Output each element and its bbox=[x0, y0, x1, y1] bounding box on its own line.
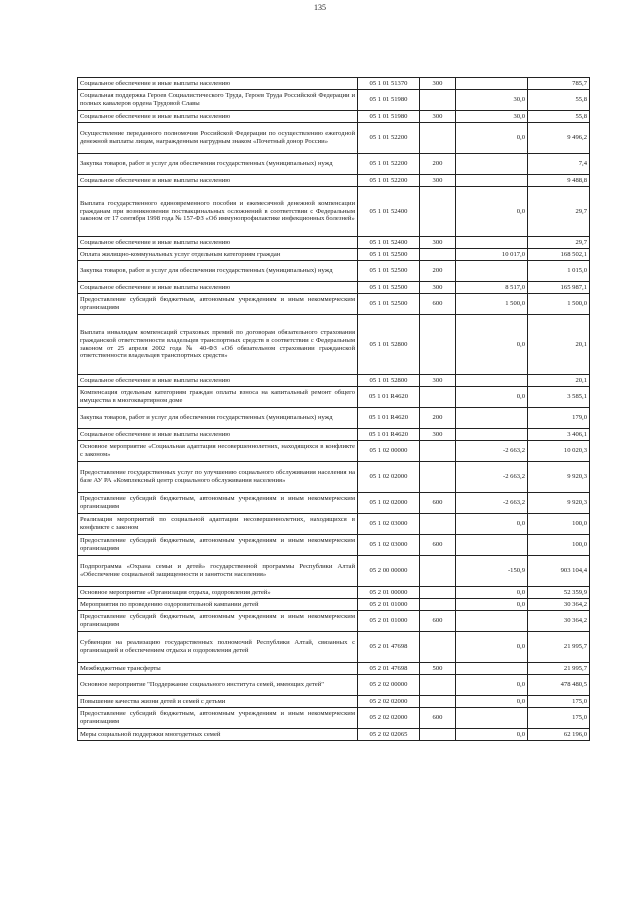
total-amount-cell: 168 502,1 bbox=[528, 249, 590, 261]
item-name-cell: Предоставление субсидий бюджетным, автономным учреждениям и иным некоммерческим организациям bbox=[78, 708, 358, 729]
total-amount-cell: 29,7 bbox=[528, 237, 590, 249]
target-code-cell: 05 1 01 52500 bbox=[358, 294, 420, 315]
expense-type-cell bbox=[420, 696, 456, 708]
expense-type-cell: 200 bbox=[420, 408, 456, 429]
change-amount-cell bbox=[456, 535, 528, 556]
expense-type-cell bbox=[420, 387, 456, 408]
table-row bbox=[78, 187, 590, 237]
table-row bbox=[78, 387, 590, 408]
table-row bbox=[78, 708, 590, 729]
table-row bbox=[78, 535, 590, 556]
total-amount-cell: 21 995,7 bbox=[528, 632, 590, 663]
item-name-cell: Межбюджетные трансферты bbox=[78, 663, 358, 675]
target-code-cell: 05 2 02 02065 bbox=[358, 729, 420, 741]
total-amount-cell: 9 920,3 bbox=[528, 493, 590, 514]
table-row bbox=[78, 111, 590, 123]
change-amount-cell: 0,0 bbox=[456, 696, 528, 708]
item-name-cell: Социальное обеспечение и иные выплаты населению bbox=[78, 111, 358, 123]
item-name-cell: Социальное обеспечение и иные выплаты населению bbox=[78, 237, 358, 249]
item-name-cell: Социальное обеспечение и иные выплаты населению bbox=[78, 175, 358, 187]
total-amount-cell: 100,0 bbox=[528, 514, 590, 535]
total-amount-cell: 30 364,2 bbox=[528, 599, 590, 611]
change-amount-cell bbox=[456, 708, 528, 729]
target-code-cell: 05 1 01 52400 bbox=[358, 187, 420, 237]
table-row bbox=[78, 90, 590, 111]
expense-type-cell: 300 bbox=[420, 282, 456, 294]
target-code-cell: 05 2 01 47698 bbox=[358, 632, 420, 663]
expense-type-cell: 300 bbox=[420, 111, 456, 123]
total-amount-cell: 52 359,9 bbox=[528, 587, 590, 599]
item-name-cell: Социальное обеспечение и иные выплаты населению bbox=[78, 282, 358, 294]
target-code-cell: 05 1 01 52200 bbox=[358, 123, 420, 154]
expense-type-cell bbox=[420, 187, 456, 237]
target-code-cell: 05 2 02 02000 bbox=[358, 696, 420, 708]
change-amount-cell: 0,0 bbox=[456, 123, 528, 154]
change-amount-cell: 0,0 bbox=[456, 599, 528, 611]
expense-type-cell bbox=[420, 249, 456, 261]
item-name-cell: Компенсация отдельным категориям граждан оплаты взноса на капитальный ремонт общего имущества в многоквартирном доме bbox=[78, 387, 358, 408]
table-row bbox=[78, 611, 590, 632]
item-name-cell: Мероприятия по проведению оздоровительной кампании детей bbox=[78, 599, 358, 611]
item-name-cell: Выплата государственного единовременного пособия и ежемесячной денежной компенсации гражданам при возникновении поствакцинальных осложнений в соответствии с Федеральным законом от 17 сентября 1998 года № 157-ФЗ «Об иммунопрофилактике инфекционных болезней» bbox=[78, 187, 358, 237]
target-code-cell: 05 1 01 51980 bbox=[358, 90, 420, 111]
change-amount-cell bbox=[456, 663, 528, 675]
change-amount-cell: 0,0 bbox=[456, 632, 528, 663]
target-code-cell: 05 1 01 52800 bbox=[358, 375, 420, 387]
target-code-cell: 05 2 00 00000 bbox=[358, 556, 420, 587]
item-name-cell: Основное мероприятие «Социальная адаптация несовершеннолетних, находящихся в конфликте с законом» bbox=[78, 441, 358, 462]
target-code-cell: 05 1 02 00000 bbox=[358, 441, 420, 462]
total-amount-cell: 3 406,1 bbox=[528, 429, 590, 441]
expense-type-cell bbox=[420, 514, 456, 535]
item-name-cell: Реализация мероприятий по социальной адаптации несовершеннолетних, находящихся в конфликте с законом bbox=[78, 514, 358, 535]
budget-table bbox=[77, 77, 590, 741]
expense-type-cell: 300 bbox=[420, 175, 456, 187]
item-name-cell: Основное мероприятие «Организация отдыха, оздоровления детей» bbox=[78, 587, 358, 599]
total-amount-cell: 100,0 bbox=[528, 535, 590, 556]
expense-type-cell bbox=[420, 90, 456, 111]
total-amount-cell: 179,0 bbox=[528, 408, 590, 429]
total-amount-cell: 29,7 bbox=[528, 187, 590, 237]
item-name-cell: Закупка товаров, работ и услуг для обеспечения государственных (муниципальных) нужд bbox=[78, 261, 358, 282]
item-name-cell: Субвенции на реализацию государственных полномочий Республики Алтай, связанных с организацией и обеспечением отдыха и оздоровления детей bbox=[78, 632, 358, 663]
table-row bbox=[78, 175, 590, 187]
change-amount-cell: -150,9 bbox=[456, 556, 528, 587]
expense-type-cell bbox=[420, 123, 456, 154]
change-amount-cell bbox=[456, 261, 528, 282]
expense-type-cell bbox=[420, 587, 456, 599]
expense-type-cell bbox=[420, 729, 456, 741]
change-amount-cell bbox=[456, 154, 528, 175]
table-row bbox=[78, 408, 590, 429]
target-code-cell: 05 1 01 52800 bbox=[358, 315, 420, 375]
item-name-cell: Оплата жилищно-коммунальных услуг отдельным категориям граждан bbox=[78, 249, 358, 261]
item-name-cell: Предоставление субсидий бюджетным, автономным учреждениям и иным некоммерческим организациям bbox=[78, 294, 358, 315]
target-code-cell: 05 1 01 52400 bbox=[358, 237, 420, 249]
target-code-cell: 05 1 01 R4620 bbox=[358, 387, 420, 408]
expense-type-cell: 600 bbox=[420, 611, 456, 632]
change-amount-cell bbox=[456, 175, 528, 187]
target-code-cell: 05 1 01 52500 bbox=[358, 249, 420, 261]
page-number: 135 bbox=[314, 3, 326, 12]
target-code-cell: 05 2 01 01000 bbox=[358, 611, 420, 632]
table-row bbox=[78, 556, 590, 587]
expense-type-cell: 500 bbox=[420, 663, 456, 675]
target-code-cell: 05 1 01 52500 bbox=[358, 282, 420, 294]
target-code-cell: 05 1 01 52200 bbox=[358, 154, 420, 175]
item-name-cell: Повышение качества жизни детей и семей с детьми bbox=[78, 696, 358, 708]
change-amount-cell: 10 017,0 bbox=[456, 249, 528, 261]
expense-type-cell bbox=[420, 632, 456, 663]
item-name-cell: Социальная поддержка Героев Социалистического Труда, Героев Труда Российской Федерации и полных кавалеров ордена Трудовой Славы bbox=[78, 90, 358, 111]
item-name-cell: Подпрограмма «Охрана семьи и детей» государственной программы Республики Алтай «Обеспечение социальной защищенности и занятости населения» bbox=[78, 556, 358, 587]
change-amount-cell: 0,0 bbox=[456, 587, 528, 599]
target-code-cell: 05 1 01 52500 bbox=[358, 261, 420, 282]
item-name-cell: Предоставление субсидий бюджетным, автономным учреждениям и иным некоммерческим организациям bbox=[78, 535, 358, 556]
total-amount-cell: 9 488,8 bbox=[528, 175, 590, 187]
item-name-cell: Закупка товаров, работ и услуг для обеспечения государственных (муниципальных) нужд bbox=[78, 154, 358, 175]
target-code-cell: 05 1 02 02000 bbox=[358, 462, 420, 493]
change-amount-cell: 0,0 bbox=[456, 675, 528, 696]
total-amount-cell: 55,8 bbox=[528, 111, 590, 123]
table-row bbox=[78, 294, 590, 315]
expense-type-cell bbox=[420, 675, 456, 696]
target-code-cell: 05 2 01 00000 bbox=[358, 587, 420, 599]
change-amount-cell: -2 663,2 bbox=[456, 493, 528, 514]
table-row bbox=[78, 696, 590, 708]
table-row bbox=[78, 375, 590, 387]
total-amount-cell: 9 496,2 bbox=[528, 123, 590, 154]
change-amount-cell bbox=[456, 408, 528, 429]
expense-type-cell bbox=[420, 556, 456, 587]
table-row bbox=[78, 729, 590, 741]
change-amount-cell bbox=[456, 429, 528, 441]
target-code-cell: 05 1 02 03000 bbox=[358, 514, 420, 535]
change-amount-cell: 0,0 bbox=[456, 514, 528, 535]
table-row bbox=[78, 493, 590, 514]
expense-type-cell: 600 bbox=[420, 708, 456, 729]
change-amount-cell: 0,0 bbox=[456, 187, 528, 237]
item-name-cell: Осуществление переданного полномочия Российской Федерации по осуществлению ежегодной денежной выплаты лицам, награжденным нагрудным знаком «Почетный донор России» bbox=[78, 123, 358, 154]
expense-type-cell: 300 bbox=[420, 237, 456, 249]
total-amount-cell: 30 364,2 bbox=[528, 611, 590, 632]
total-amount-cell: 1 500,0 bbox=[528, 294, 590, 315]
total-amount-cell: 55,8 bbox=[528, 90, 590, 111]
total-amount-cell: 175,0 bbox=[528, 708, 590, 729]
table-row bbox=[78, 261, 590, 282]
table-row bbox=[78, 632, 590, 663]
expense-type-cell: 600 bbox=[420, 493, 456, 514]
item-name-cell: Социальное обеспечение и иные выплаты населению bbox=[78, 375, 358, 387]
total-amount-cell: 10 020,3 bbox=[528, 441, 590, 462]
total-amount-cell: 9 920,3 bbox=[528, 462, 590, 493]
change-amount-cell bbox=[456, 237, 528, 249]
expense-type-cell: 200 bbox=[420, 261, 456, 282]
target-code-cell: 05 1 01 51980 bbox=[358, 111, 420, 123]
table-row bbox=[78, 429, 590, 441]
item-name-cell: Предоставление государственных услуг по улучшению социального обслуживания населения на базе АУ РА «Комплексный центр социального обслуживания населения» bbox=[78, 462, 358, 493]
item-name-cell: Выплата инвалидам компенсаций страховых премий по договорам обязательного страхования гражданской ответственности владельцев транспортных средств в соответствии с Федеральным законом от 25 апреля 2002 года № 40-ФЗ «Об обязательном страховании гражданской ответственности владельцев транспортных средств» bbox=[78, 315, 358, 375]
table-row bbox=[78, 154, 590, 175]
table-body bbox=[78, 78, 590, 741]
table-row bbox=[78, 514, 590, 535]
table-row bbox=[78, 123, 590, 154]
item-name-cell: Предоставление субсидий бюджетным, автономным учреждениям и иным некоммерческим организациям bbox=[78, 611, 358, 632]
table-row bbox=[78, 462, 590, 493]
table-row bbox=[78, 441, 590, 462]
expense-type-cell bbox=[420, 462, 456, 493]
item-name-cell: Основное мероприятие "Поддержание социального института семей, имеющих детей" bbox=[78, 675, 358, 696]
table-row bbox=[78, 282, 590, 294]
target-code-cell: 05 1 01 R4620 bbox=[358, 429, 420, 441]
target-code-cell: 05 2 02 00000 bbox=[358, 675, 420, 696]
change-amount-cell: 30,0 bbox=[456, 111, 528, 123]
total-amount-cell: 1 015,0 bbox=[528, 261, 590, 282]
item-name-cell: Меры социальной поддержки многодетных семей bbox=[78, 729, 358, 741]
expense-type-cell bbox=[420, 599, 456, 611]
expense-type-cell bbox=[420, 315, 456, 375]
expense-type-cell bbox=[420, 441, 456, 462]
expense-type-cell: 200 bbox=[420, 154, 456, 175]
change-amount-cell: 0,0 bbox=[456, 315, 528, 375]
change-amount-cell: -2 663,2 bbox=[456, 441, 528, 462]
target-code-cell: 05 1 01 52200 bbox=[358, 175, 420, 187]
table-row bbox=[78, 315, 590, 375]
target-code-cell: 05 1 01 51370 bbox=[358, 78, 420, 90]
total-amount-cell: 7,4 bbox=[528, 154, 590, 175]
total-amount-cell: 478 480,5 bbox=[528, 675, 590, 696]
table-row bbox=[78, 663, 590, 675]
total-amount-cell: 903 104,4 bbox=[528, 556, 590, 587]
change-amount-cell bbox=[456, 611, 528, 632]
table-row bbox=[78, 587, 590, 599]
change-amount-cell: -2 663,2 bbox=[456, 462, 528, 493]
target-code-cell: 05 1 02 02000 bbox=[358, 493, 420, 514]
item-name-cell: Предоставление субсидий бюджетным, автономным учреждениям и иным некоммерческим организациям bbox=[78, 493, 358, 514]
change-amount-cell: 30,0 bbox=[456, 90, 528, 111]
total-amount-cell: 21 995,7 bbox=[528, 663, 590, 675]
total-amount-cell: 175,0 bbox=[528, 696, 590, 708]
target-code-cell: 05 2 02 02000 bbox=[358, 708, 420, 729]
total-amount-cell: 20,1 bbox=[528, 315, 590, 375]
expense-type-cell: 300 bbox=[420, 429, 456, 441]
table-row bbox=[78, 599, 590, 611]
change-amount-cell bbox=[456, 78, 528, 90]
item-name-cell: Социальное обеспечение и иные выплаты населению bbox=[78, 429, 358, 441]
total-amount-cell: 3 585,1 bbox=[528, 387, 590, 408]
total-amount-cell: 62 196,0 bbox=[528, 729, 590, 741]
change-amount-cell bbox=[456, 375, 528, 387]
table-row bbox=[78, 249, 590, 261]
target-code-cell: 05 2 01 47698 bbox=[358, 663, 420, 675]
change-amount-cell: 1 500,0 bbox=[456, 294, 528, 315]
target-code-cell: 05 1 02 03000 bbox=[358, 535, 420, 556]
change-amount-cell: 8 517,0 bbox=[456, 282, 528, 294]
total-amount-cell: 20,1 bbox=[528, 375, 590, 387]
item-name-cell: Социальное обеспечение и иные выплаты населению bbox=[78, 78, 358, 90]
table-row bbox=[78, 237, 590, 249]
expense-type-cell: 300 bbox=[420, 375, 456, 387]
table-row bbox=[78, 78, 590, 90]
target-code-cell: 05 2 01 01000 bbox=[358, 599, 420, 611]
target-code-cell: 05 1 01 R4620 bbox=[358, 408, 420, 429]
change-amount-cell: 0,0 bbox=[456, 387, 528, 408]
expense-type-cell: 600 bbox=[420, 535, 456, 556]
total-amount-cell: 165 987,1 bbox=[528, 282, 590, 294]
table-row bbox=[78, 675, 590, 696]
total-amount-cell: 785,7 bbox=[528, 78, 590, 90]
expense-type-cell: 600 bbox=[420, 294, 456, 315]
item-name-cell: Закупка товаров, работ и услуг для обеспечения государственных (муниципальных) нужд bbox=[78, 408, 358, 429]
expense-type-cell: 300 bbox=[420, 78, 456, 90]
change-amount-cell: 0,0 bbox=[456, 729, 528, 741]
